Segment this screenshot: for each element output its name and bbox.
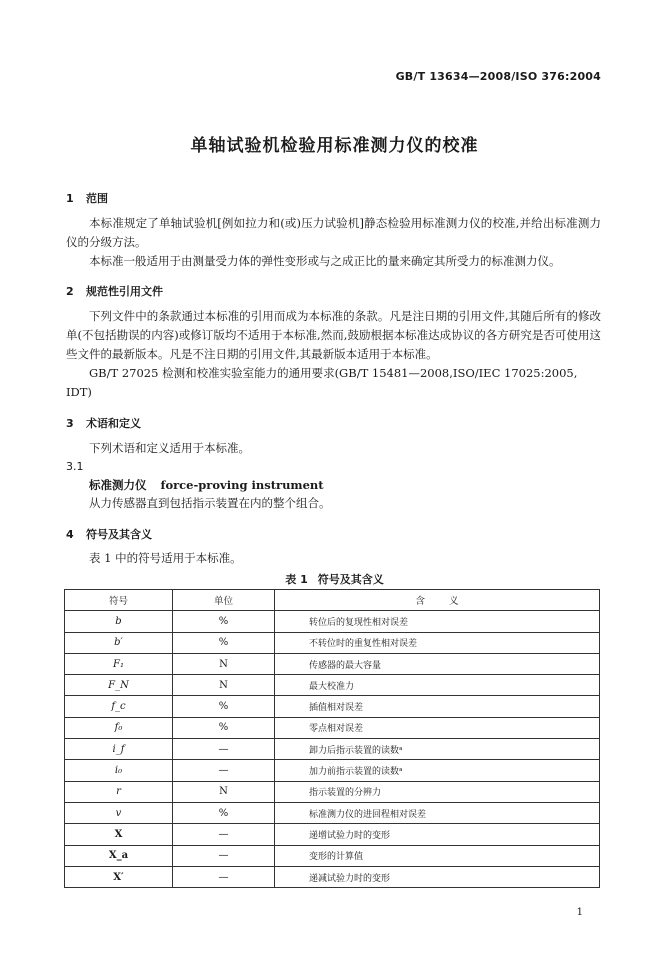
- meaning-cell: 变形的计算值: [275, 845, 600, 866]
- unit-cell: —: [173, 845, 275, 866]
- unit-cell: N: [173, 781, 275, 802]
- section-title: 符号及其含义: [86, 528, 152, 541]
- symbol-cell: F_N: [65, 675, 173, 696]
- meaning-cell: 转位后的复现性相对误差: [275, 611, 600, 632]
- symbol-cell: r: [65, 781, 173, 802]
- table-header-row: [65, 590, 600, 611]
- unit-cell: %: [173, 717, 275, 738]
- symbol-cell: F₁: [65, 653, 173, 674]
- section-title: 范围: [86, 192, 108, 205]
- term-definition: 从力传感器直到包括指示装置在内的整个组合。: [89, 496, 331, 510]
- header-symbol: 符号: [65, 590, 173, 611]
- header-meaning: 含义: [275, 590, 600, 611]
- table-row: [65, 760, 600, 781]
- table-row: [65, 802, 600, 823]
- section-2-heading: [66, 283, 163, 299]
- unit-cell: —: [173, 739, 275, 760]
- meaning-cell: 传感器的最大容量: [275, 653, 600, 674]
- section-number: 1: [66, 192, 74, 205]
- unit-cell: N: [173, 653, 275, 674]
- table-row: [65, 845, 600, 866]
- table-title: 符号及其含义: [317, 573, 384, 586]
- unit-cell: %: [173, 611, 275, 632]
- section-number: 3: [66, 417, 74, 430]
- unit-cell: —: [173, 866, 275, 887]
- table-row: [65, 739, 600, 760]
- section-3-intro: 下列术语和定义适用于本标准。: [89, 441, 250, 455]
- symbol-cell: X′: [65, 866, 173, 887]
- term-chinese: 标准测力仪: [89, 478, 147, 492]
- symbol-cell: i₀: [65, 760, 173, 781]
- term-number: 3.1: [66, 460, 84, 473]
- table-label: 表 1: [285, 573, 308, 586]
- table-row: [65, 824, 600, 845]
- symbol-cell: v: [65, 802, 173, 823]
- symbol-cell: X: [65, 824, 173, 845]
- meaning-cell: 递增试验力时的变形: [275, 824, 600, 845]
- section-2-paragraph-1: 下列文件中的条款通过本标准的引用而成为本标准的条款。凡是注日期的引用文件,其随后所有的修改单(不包括勘误的内容)或修订版均不适用于本标准,然而,鼓励根据本标准达成协议的各方研究是否可使用这些文件的最新版本。凡是不注日期的引用文件,其最新版本适用于本标准。: [66, 309, 601, 361]
- header-unit: 单位: [173, 590, 275, 611]
- section-4-intro: 表 1 中的符号适用于本标准。: [89, 551, 242, 565]
- unit-cell: %: [173, 802, 275, 823]
- table-row: [65, 653, 600, 674]
- symbol-cell: f_c: [65, 696, 173, 717]
- section-3-heading: [66, 415, 141, 431]
- section-1-paragraph-2: 本标准一般适用于由测量受力体的弹性变形或与之成正比的量来确定其所受力的标准测力仪。: [89, 254, 561, 268]
- normative-reference-line-2: IDT): [66, 385, 92, 399]
- unit-cell: N: [173, 675, 275, 696]
- meaning-cell: 卸力后指示装置的读数ᵃ: [275, 739, 600, 760]
- unit-cell: %: [173, 696, 275, 717]
- symbol-cell: i_f: [65, 739, 173, 760]
- meaning-cell: 最大校准力: [275, 675, 600, 696]
- section-number: 2: [66, 285, 74, 298]
- section-title: 术语和定义: [86, 417, 141, 430]
- standard-code: GB/T 13634—2008/ISO 376:2004: [395, 70, 601, 83]
- meaning-cell: 指示装置的分辨力: [275, 781, 600, 802]
- page-number: 1: [576, 907, 583, 918]
- table-row: [65, 696, 600, 717]
- table-row: [65, 611, 600, 632]
- unit-cell: —: [173, 824, 275, 845]
- section-1-paragraph-1: 本标准规定了单轴试验机[例如拉力和(或)压力试验机]静态检验用标准测力仪的校准,并给出标准测力仪的分级方法。: [66, 216, 601, 249]
- table-row: [65, 717, 600, 738]
- table-caption: [0, 571, 669, 587]
- meaning-cell: 递减试验力时的变形: [275, 866, 600, 887]
- meaning-cell: 插值相对误差: [275, 696, 600, 717]
- section-title: 规范性引用文件: [86, 285, 163, 298]
- meaning-cell: 标准测力仪的进回程相对误差: [275, 802, 600, 823]
- symbol-cell: f₀: [65, 717, 173, 738]
- meaning-cell: 加力前指示装置的读数ᵃ: [275, 760, 600, 781]
- term-english: force-proving instrument: [160, 478, 324, 492]
- symbol-cell: b′: [65, 632, 173, 653]
- meaning-cell: 不转位时的重复性相对误差: [275, 632, 600, 653]
- term-heading: [89, 477, 324, 493]
- symbol-cell: X_a: [65, 845, 173, 866]
- table-row: [65, 675, 600, 696]
- table-row: [65, 781, 600, 802]
- document-title: 单轴试验机检验用标准测力仪的校准: [190, 136, 479, 156]
- table-row: [65, 632, 600, 653]
- section-4-heading: [66, 526, 152, 542]
- meaning-cell: 零点相对误差: [275, 717, 600, 738]
- section-number: 4: [66, 528, 74, 541]
- normative-reference-line-1: GB/T 27025 检测和校准实验室能力的通用要求(GB/T 15481—2008,ISO/IEC 17025:2005,: [89, 366, 578, 380]
- table-row: [65, 866, 600, 887]
- symbol-cell: b: [65, 611, 173, 632]
- unit-cell: %: [173, 632, 275, 653]
- unit-cell: —: [173, 760, 275, 781]
- symbols-table: [64, 589, 600, 888]
- section-1-heading: [66, 190, 108, 206]
